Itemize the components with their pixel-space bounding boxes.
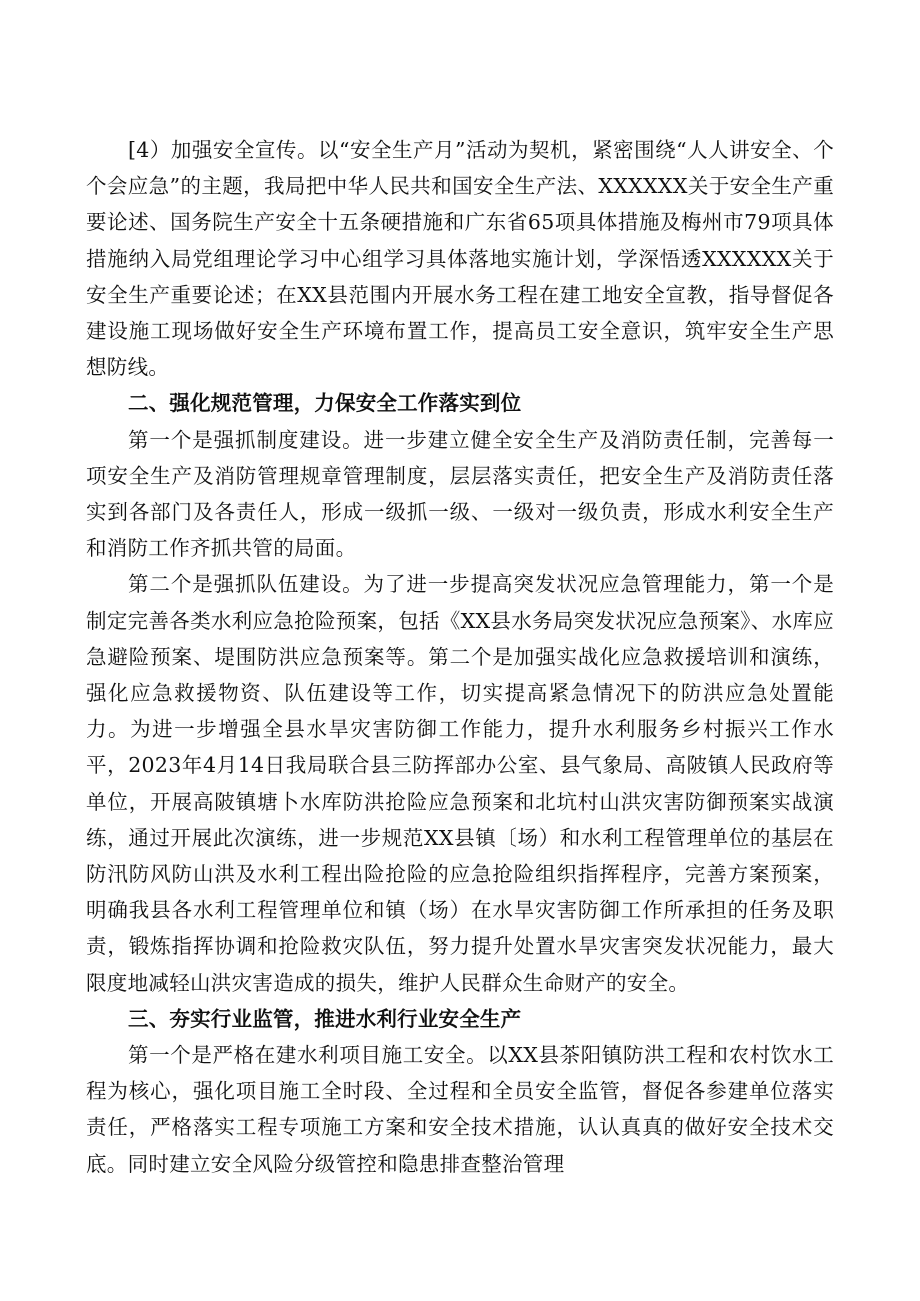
section-heading: 三、夯实行业监管，推进水利行业安全生产 [128,1006,522,1031]
body-paragraph: 第二个是强抓队伍建设。为了进一步提高突发状况应急管理能力，第一个是制定完善各类水利应急抢险预案，包括《XX县水务局突发状况应急预案》、水库应急避险预案、堤围防洪应急预案等。第二个是加强实战化应急救援培训和演练，强化应急救援物资、队伍建设等工作，切实提高紧急情况下的防洪应急处置能力。为进一步增强全县水旱灾害防御工作能力，提升水利服务乡村振兴工作水平，2023年4月14日我局联合县三防挥部办公室、县气象局、高陂镇人民政府等单位，开展高陂镇塘卜水库防洪抢险应急预案和北坑村山洪灾害防御预案实战演练，通过开展此次演练，进一步规范XX县镇〔场）和水利工程管理单位的基层在防汛防风防山洪及水利工程出险抢险的应急抢险组织指挥程序，完善方案预案，明确我县各水利工程管理单位和镇（场）在水旱灾害防御工作所承担的任务及职责，锻炼指挥协调和抢险救灾队伍，努力提升处置水旱灾害突发状况能力，最大限度地减轻山洪灾害造成的损失，维护人民群众生命财产的安全。 [86,572,834,995]
body-paragraph: 第一个是强抓制度建设。进一步建立健全安全生产及消防责任制，完善每一项安全生产及消防管理规章管理制度，层层落实责任，把安全生产及消防责任落实到各部门及各责任人，形成一级抓一级、一级对一级负责，形成水利安全生产和消防工作齐抓共管的局面。 [86,427,834,561]
body-paragraph: [4）加强安全宣传。以“安全生产月”活动为契机，紧密围绕“人人讲安全、个个会应急”的主题，我局把中华人民共和国安全生产法、XXXXXX关于安全生产重要论述、国务院生产安全十五条硬措施和广东省65项具体措施及梅州市79项具体措施纳入局党组理论学习中心组学习具体落地实施计划，学深悟透XXXXXX关于安全生产重要论述；在XX县范围内开展水务工程在建工地安全宣教，指导督促各建设施工现场做好安全生产环境布置工作，提高员工安全意识，筑牢安全生产思想防线。 [86,138,834,380]
body-paragraph: 第一个是严格在建水利项目施工安全。以XX县茶阳镇防洪工程和农村饮水工程为核心，强化项目施工全时段、全过程和全员安全监管，督促各参建单位落实责任，严格落实工程专项施工方案和安全技术措施，认认真真的做好安全技术交底。同时建立安全风险分级管控和隐患排查整治管理 [86,1043,834,1176]
section-heading: 二、强化规范管理，力保安全工作落实到位 [128,391,522,416]
